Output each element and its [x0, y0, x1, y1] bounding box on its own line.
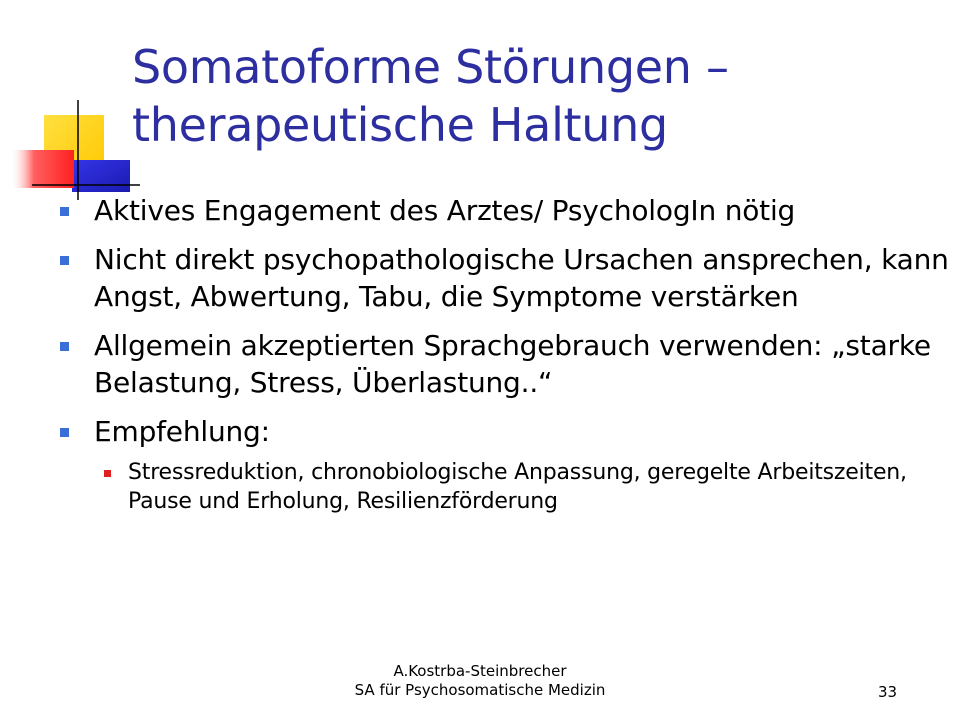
title-line-1: Somatoforme Störungen –: [132, 40, 729, 94]
slide-content: [60, 192, 950, 528]
bullet-item: [60, 327, 950, 401]
bullet-item: [60, 241, 950, 315]
bullet-square-icon: [60, 256, 69, 265]
sub-bullet-square-icon: [104, 470, 111, 477]
bullet-text: Empfehlung:: [94, 415, 270, 448]
footer-course: SA für Psychosomatische Medizin: [354, 681, 606, 699]
page-number: 33: [878, 683, 898, 701]
slide-title: [132, 38, 932, 154]
red-gradient-square: [12, 150, 74, 188]
slide-footer: [280, 662, 680, 700]
bullet-text: Aktives Engagement des Arztes/ PsychologIn nötig: [94, 194, 796, 227]
title-line-2: therapeutische Haltung: [132, 98, 668, 152]
bullet-text: Nicht direkt psychopathologische Ursachen ansprechen, kann Angst, Abwertung, Tabu, die Symptome verstärken: [94, 243, 949, 313]
bullet-square-icon: [60, 207, 69, 216]
blue-square: [72, 160, 130, 192]
bullet-text: Allgemein akzeptierten Sprachgebrauch verwenden: „starke Belastung, Stress, Überlastung..“: [94, 329, 931, 399]
bullet-item: [60, 192, 950, 229]
bullet-list: [60, 192, 950, 516]
bullet-square-icon: [60, 428, 69, 437]
sub-bullet-list: [104, 458, 950, 516]
bullet-square-icon: [60, 342, 69, 351]
sub-bullet-text: Stressreduktion, chronobiologische Anpassung, geregelte Arbeitszeiten, Pause und Erholung, Resilienzförderung: [128, 460, 907, 514]
bullet-item: [60, 413, 950, 516]
footer-author: A.Kostrba-Steinbrecher: [393, 662, 567, 680]
decorative-squares-logo: [0, 0, 140, 200]
sub-bullet-item: [104, 458, 950, 516]
